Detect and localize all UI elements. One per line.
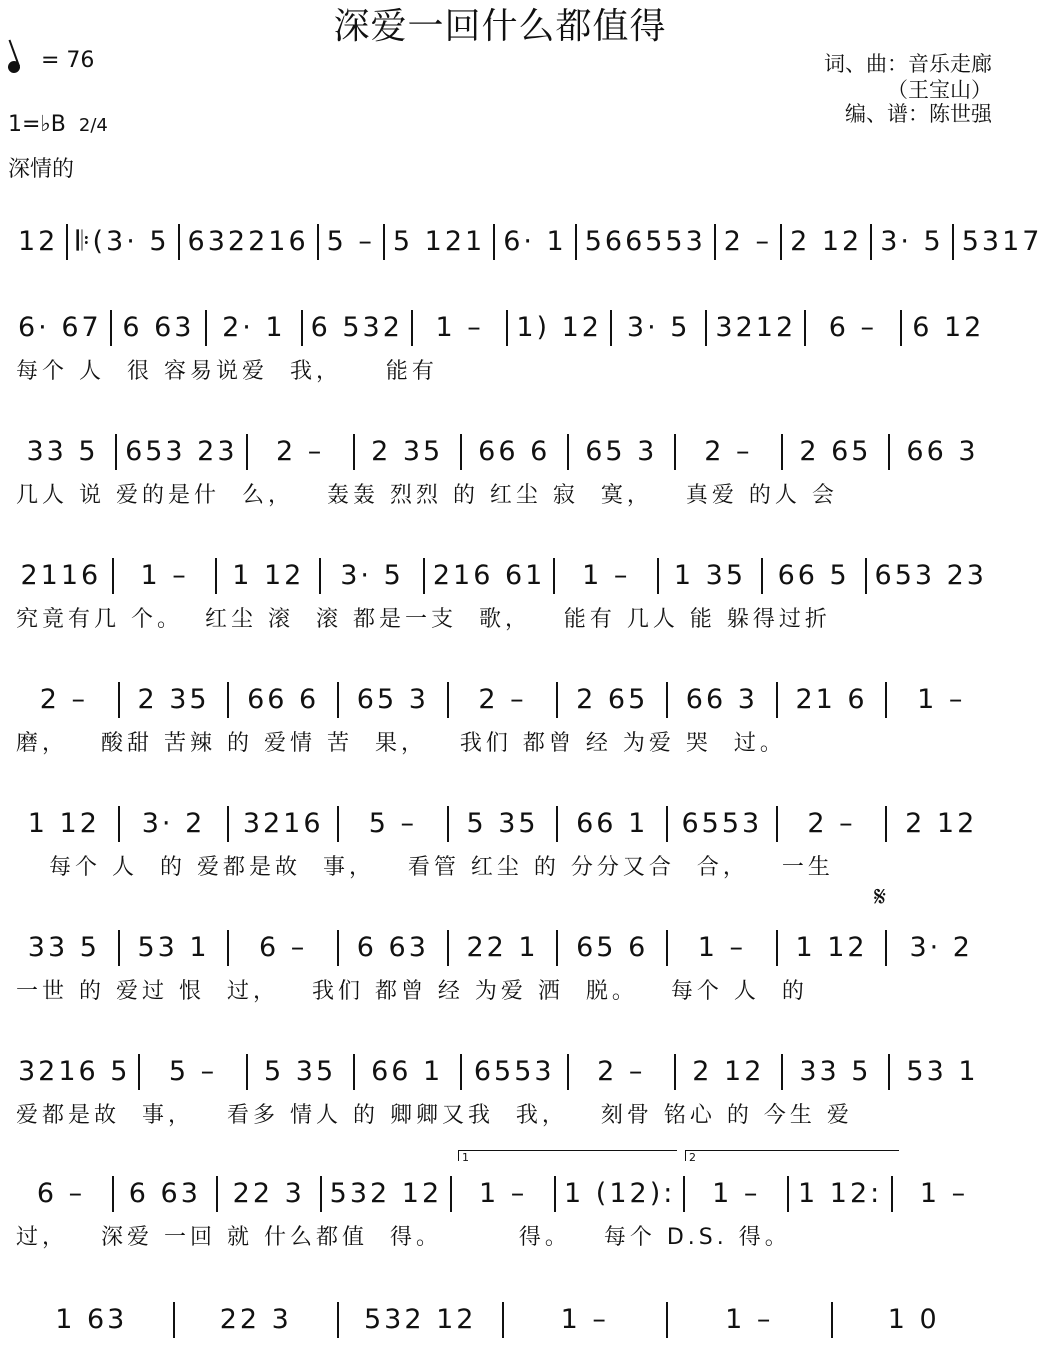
measure: 1 0 [887, 1304, 940, 1335]
measure: 1 12 [217, 558, 321, 594]
measure: 66 5 [763, 558, 867, 594]
time-signature: 2/4 [78, 115, 108, 136]
measure: 3216 5 [10, 1054, 140, 1090]
measure: 1 – [452, 1176, 556, 1212]
key-label: 1=♭B [8, 112, 66, 137]
measure: 632216 [180, 224, 319, 260]
volta-2: 2 [685, 1150, 899, 1161]
notation-line [10, 432, 995, 472]
measure: 5 35 [248, 1054, 355, 1090]
measure: 66 3 [906, 436, 979, 467]
measure: 3· 5 [872, 224, 954, 260]
measure: 566553 [577, 224, 716, 260]
measure: 22 3 [218, 1176, 322, 1212]
measure: 3216 [229, 806, 339, 842]
measure: 5 – [319, 224, 385, 260]
measure: 12 [10, 224, 68, 260]
notation-line [10, 1174, 995, 1214]
measure: 53 1 [906, 1056, 979, 1087]
measure: 33 5 [10, 434, 117, 470]
measure: 3· 5 [612, 310, 707, 346]
measure: 66 3 [668, 682, 778, 718]
measure: 65 3 [339, 682, 449, 718]
measure: 6 – [10, 1176, 114, 1212]
measure: 2· 1 [207, 310, 302, 346]
measure: 1 – [504, 1302, 669, 1338]
measure: 53 1 [120, 930, 230, 966]
notation-line [10, 1300, 995, 1340]
measure: 𝄆(3· 5 [68, 224, 179, 260]
lyrics-line: 爱都是故 事， 看多 情人 的 卿卿又我 我， 刻骨 铭心 的 今生 爱 [16, 1103, 853, 1128]
lyrics-line: 过， 深爱 一回 就 什么都值 得。 得。 每个 D.S. 得。 [16, 1225, 791, 1250]
measure: 532 12 [339, 1302, 504, 1338]
measure: 6 12 [912, 312, 985, 343]
lyrics-line: 每个 人 很 容易说爱 我， 能有 [16, 359, 438, 384]
notation-line [10, 556, 995, 596]
measure: 1 12 [10, 806, 120, 842]
lyrics-line: 几人 说 爱的是什 么， 轰轰 烈烈 的 红尘 寂 寞， 真爱 的人 会 [16, 483, 838, 508]
measure: 66 1 [355, 1054, 462, 1090]
volta-1: 1 [458, 1150, 677, 1161]
measure: 5 – [140, 1054, 247, 1090]
measure: 66 1 [558, 806, 668, 842]
measure: 5 121 [385, 224, 495, 260]
notation-line [10, 1052, 995, 1092]
measure: 65 6 [558, 930, 668, 966]
measure: 66 6 [229, 682, 339, 718]
measure: 653 23 [874, 560, 987, 591]
measure: 5 35 [449, 806, 559, 842]
measure: 1 35 [659, 558, 763, 594]
measure: 1 12: [789, 1176, 893, 1212]
measure: 2 35 [120, 682, 230, 718]
measure: 2 12 [905, 808, 978, 839]
measure: 2 – [248, 434, 355, 470]
expression-marking: 深情的 [8, 157, 75, 182]
measure: 5 – [339, 806, 449, 842]
measure: 3· 2 [909, 932, 973, 963]
measure: 2 – [449, 682, 559, 718]
measure: 1 – [555, 558, 659, 594]
measure: 216 61 [425, 558, 555, 594]
measure: 3212 [707, 310, 806, 346]
measure: 653 23 [117, 434, 247, 470]
measure: 2 12 [676, 1054, 783, 1090]
measure: 2 – [10, 682, 120, 718]
credits-composer: 词、曲：音乐走廊 [824, 52, 992, 76]
measure: 3· 5 [321, 558, 425, 594]
credits-arranger: 编、谱：陈世强 [845, 102, 992, 126]
measure: 2 – [716, 224, 782, 260]
lyrics-line: 一世 的 爱过 恨 过， 我们 都曾 经 为爱 洒 脱。 每个 人 的 [16, 979, 808, 1004]
measure: 1 – [919, 1178, 969, 1209]
notation-line [10, 222, 1043, 262]
measure: 6 63 [112, 310, 207, 346]
measure: 2 – [778, 806, 888, 842]
measure: 1 – [668, 930, 778, 966]
measure: 1 (12): [556, 1176, 685, 1212]
measure: 2116 [10, 558, 114, 594]
tempo-value: = 76 [41, 48, 95, 73]
measure: 2 12 [782, 224, 872, 260]
measure: 1 – [114, 558, 218, 594]
measure: 2 65 [783, 434, 890, 470]
key-signature [8, 112, 108, 137]
measure: 22 1 [449, 930, 559, 966]
measure: 2 35 [355, 434, 462, 470]
measure: 2 65 [558, 682, 668, 718]
song-title: 深爱一回什么都值得 [333, 6, 667, 47]
measure: 33 5 [10, 930, 120, 966]
measure: 3· 2 [120, 806, 230, 842]
notation-line [10, 804, 995, 844]
measure: 1 12 [778, 930, 888, 966]
quarter-note-icon [6, 59, 21, 74]
measure: 6553 [462, 1054, 569, 1090]
measure: 2 – [676, 434, 783, 470]
segno-icon: 𝄋 [874, 880, 887, 913]
measure: 1) 12 [508, 310, 612, 346]
measure: 6 63 [114, 1176, 218, 1212]
measure: 5317 [961, 226, 1043, 257]
measure: 66 6 [462, 434, 569, 470]
measure: 33 5 [783, 1054, 890, 1090]
measure: 65 3 [569, 434, 676, 470]
measure: 6 532 [303, 310, 413, 346]
measure: 2 – [569, 1054, 676, 1090]
measure: 6 – [806, 310, 901, 346]
credits-composer-name: （王宝山） [887, 78, 992, 102]
measure: 1 – [685, 1176, 789, 1212]
lyrics-line: 每个 人 的 爱都是故 事， 看管 红尘 的 分分又合 合， 一生 [16, 855, 834, 880]
measure: 6· 67 [10, 310, 112, 346]
notation-line [10, 928, 995, 968]
lyrics-line: 磨， 酸甜 苦辣 的 爱情 苦 果， 我们 都曾 经 为爱 哭 过。 [16, 731, 786, 756]
notation-line [10, 308, 995, 348]
measure: 22 3 [175, 1302, 340, 1338]
tempo-marking [8, 48, 94, 73]
measure: 6· 1 [495, 224, 577, 260]
measure: 6553 [668, 806, 778, 842]
measure: 6 63 [339, 930, 449, 966]
lyrics-line: 究竟有几 个。 红尘 滚 滚 都是一支 歌， 能有 几人 能 躲得过折 [16, 607, 831, 632]
measure: 21 6 [778, 682, 888, 718]
measure: 1 – [668, 1302, 833, 1338]
measure: 6 – [229, 930, 339, 966]
measure: 1 – [917, 684, 966, 715]
measure: 1 63 [10, 1302, 175, 1338]
measure: 1 – [413, 310, 508, 346]
measure: 532 12 [322, 1176, 452, 1212]
notation-line [10, 680, 995, 720]
